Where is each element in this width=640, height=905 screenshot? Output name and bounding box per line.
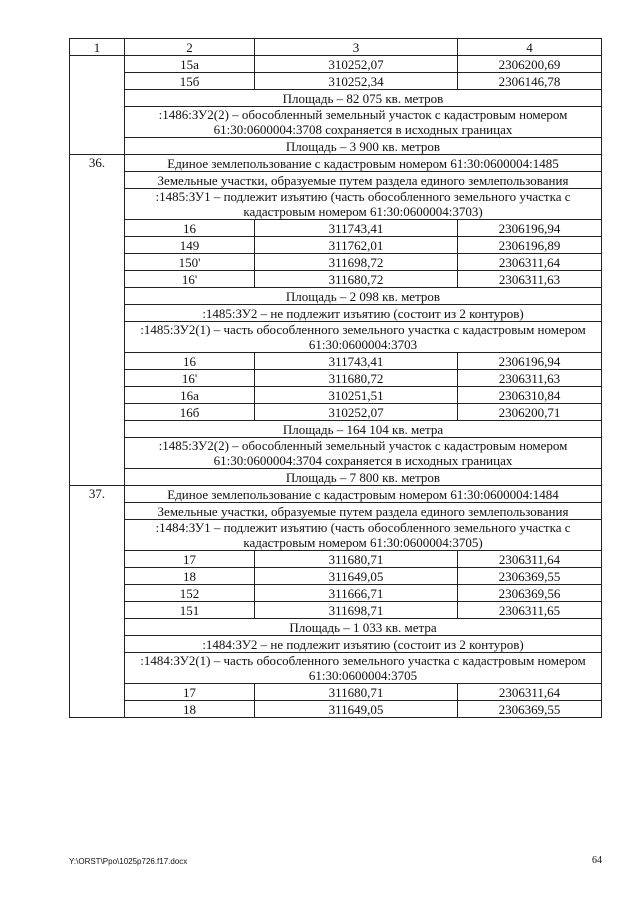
point-row (70, 254, 602, 271)
col-header-4: 4 (458, 39, 602, 56)
coordinates-table (69, 38, 602, 718)
coord-x: 311680,71 (255, 684, 458, 701)
coord-y: 2306311,63 (458, 271, 602, 288)
area-text: Площадь – 82 075 кв. метров (125, 90, 602, 107)
parcel-row (70, 520, 602, 551)
parcel-row (70, 107, 602, 138)
point-name: 16' (125, 370, 255, 387)
section-title-row (70, 486, 602, 503)
coord-x: 311649,05 (255, 701, 458, 718)
col-header-3: 3 (255, 39, 458, 56)
coord-y: 2306369,55 (458, 568, 602, 585)
point-row (70, 387, 602, 404)
coord-y: 2306146,78 (458, 73, 602, 90)
coord-y: 2306200,71 (458, 404, 602, 421)
coord-y: 2306369,55 (458, 701, 602, 718)
parcel-row (70, 653, 602, 684)
parcel-row (70, 322, 602, 353)
point-row (70, 404, 602, 421)
coord-y: 2306311,64 (458, 551, 602, 568)
area-row (70, 469, 602, 486)
point-row (70, 370, 602, 387)
col-header-2: 2 (125, 39, 255, 56)
section-title-text: Единое землепользование с кадастровым номером 61:30:0600004:1484 (125, 486, 602, 503)
footer-file-path: Y:\ORST\Ppo\1025p726.f17.docx (69, 857, 188, 866)
area-text: Площадь – 164 104 кв. метра (125, 421, 602, 438)
section-subtitle-text: Земельные участки, образуемые путем раздела единого землепользования (125, 503, 602, 520)
coord-x: 311743,41 (255, 353, 458, 370)
point-name: 16а (125, 387, 255, 404)
coord-y: 2306311,65 (458, 602, 602, 619)
coord-y: 2306196,89 (458, 237, 602, 254)
point-name: 150' (125, 254, 255, 271)
area-text: Площадь – 1 033 кв. метра (125, 619, 602, 636)
coord-y: 2306310,84 (458, 387, 602, 404)
point-row (70, 237, 602, 254)
table-body (70, 39, 602, 718)
point-row (70, 684, 602, 701)
area-text: Площадь – 2 098 кв. метров (125, 288, 602, 305)
point-row (70, 271, 602, 288)
coord-y: 2306196,94 (458, 220, 602, 237)
parcel-row (70, 305, 602, 322)
coord-y: 2306311,64 (458, 684, 602, 701)
point-row (70, 585, 602, 602)
parcel-text: :1484:ЗУ2(1) – часть обособленного земельного участка с кадастровым номером 61:30:0600004:3705 (125, 653, 602, 684)
area-row (70, 421, 602, 438)
coord-y: 2306311,64 (458, 254, 602, 271)
point-name: 151 (125, 602, 255, 619)
area-row (70, 619, 602, 636)
point-name: 17 (125, 684, 255, 701)
coord-x: 310252,07 (255, 404, 458, 421)
parcel-text: :1485:ЗУ1 – подлежит изъятию (часть обособленного земельного участка с кадастровым номером 61:30:0600004:3703) (125, 189, 602, 220)
point-name: 16 (125, 353, 255, 370)
point-name: 16б (125, 404, 255, 421)
section-number: 37. (70, 486, 125, 718)
point-row (70, 568, 602, 585)
coord-y: 2306369,56 (458, 585, 602, 602)
section-subtitle-row (70, 503, 602, 520)
area-text: Площадь – 3 900 кв. метров (125, 138, 602, 155)
point-row (70, 602, 602, 619)
point-name: 17 (125, 551, 255, 568)
point-row (70, 56, 602, 73)
section-title-row (70, 155, 602, 172)
empty-number-cell (70, 56, 125, 155)
parcel-row (70, 438, 602, 469)
parcel-text: :1485:ЗУ2(2) – обособленный земельный участок с кадастровым номером 61:30:0600004:3704 сохраняется в исходных границах (125, 438, 602, 469)
point-name: 18 (125, 568, 255, 585)
parcel-text: :1485:ЗУ2(1) – часть обособленного земельного участка с кадастровым номером 61:30:0600004:3703 (125, 322, 602, 353)
header-row (70, 39, 602, 56)
coord-x: 310251,51 (255, 387, 458, 404)
point-row (70, 701, 602, 718)
coord-x: 311680,72 (255, 271, 458, 288)
point-name: 16 (125, 220, 255, 237)
section-number: 36. (70, 155, 125, 486)
parcel-text: :1486:ЗУ2(2) – обособленный земельный участок с кадастровым номером 61:30:0600004:3708 сохраняется в исходных границах (125, 107, 602, 138)
coord-x: 311680,72 (255, 370, 458, 387)
parcel-text: :1484:ЗУ2 – не подлежит изъятию (состоит из 2 контуров) (125, 636, 602, 653)
parcel-text: :1485:ЗУ2 – не подлежит изъятию (состоит из 2 контуров) (125, 305, 602, 322)
point-row (70, 353, 602, 370)
point-name: 15а (125, 56, 255, 73)
area-text: Площадь – 7 800 кв. метров (125, 469, 602, 486)
coord-y: 2306200,69 (458, 56, 602, 73)
section-subtitle-text: Земельные участки, образуемые путем раздела единого землепользования (125, 172, 602, 189)
point-name: 15б (125, 73, 255, 90)
parcel-row (70, 189, 602, 220)
col-header-1: 1 (70, 39, 125, 56)
parcel-row (70, 636, 602, 653)
coord-x: 310252,34 (255, 73, 458, 90)
point-name: 152 (125, 585, 255, 602)
coord-x: 311649,05 (255, 568, 458, 585)
coord-x: 311698,71 (255, 602, 458, 619)
coord-x: 310252,07 (255, 56, 458, 73)
point-row (70, 551, 602, 568)
point-name: 149 (125, 237, 255, 254)
area-row (70, 90, 602, 107)
section-title-text: Единое землепользование с кадастровым номером 61:30:0600004:1485 (125, 155, 602, 172)
coord-y: 2306196,94 (458, 353, 602, 370)
coord-y: 2306311,63 (458, 370, 602, 387)
point-name: 18 (125, 701, 255, 718)
point-row (70, 220, 602, 237)
coord-x: 311666,71 (255, 585, 458, 602)
point-name: 16' (125, 271, 255, 288)
page-number: 64 (592, 855, 602, 866)
area-row (70, 138, 602, 155)
area-row (70, 288, 602, 305)
coord-x: 311762,01 (255, 237, 458, 254)
coord-x: 311680,71 (255, 551, 458, 568)
coord-x: 311743,41 (255, 220, 458, 237)
parcel-text: :1484:ЗУ1 – подлежит изъятию (часть обособленного земельного участка с кадастровым номером 61:30:0600004:3705) (125, 520, 602, 551)
section-subtitle-row (70, 172, 602, 189)
point-row (70, 73, 602, 90)
coord-x: 311698,72 (255, 254, 458, 271)
